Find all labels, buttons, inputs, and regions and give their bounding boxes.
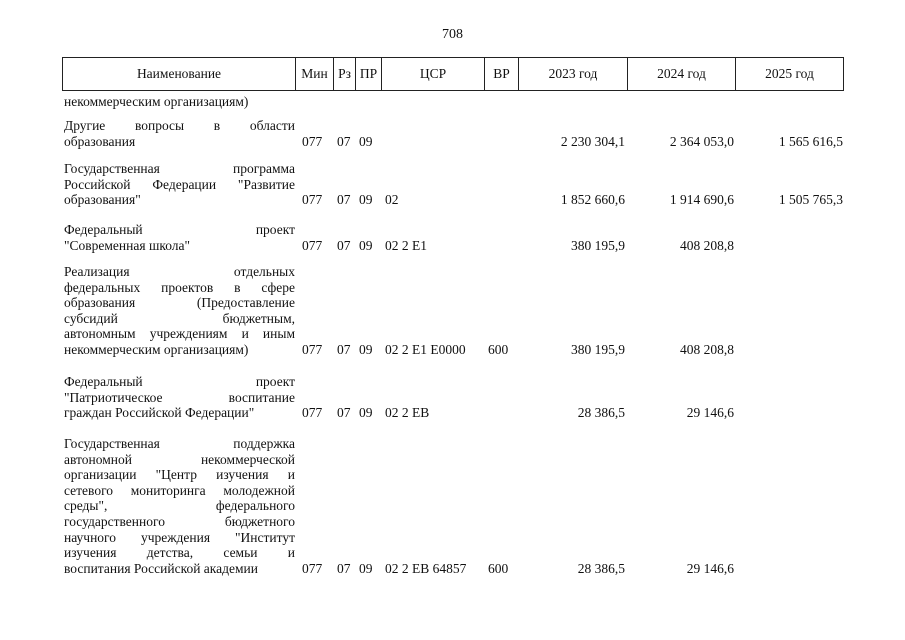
cell-y2023: 28 386,5 [577,560,625,576]
row-name [64,436,295,576]
cell-min: 077 [302,405,323,421]
row-name-line: субсидий бюджетным, [64,310,295,326]
cell-y2024: 29 146,6 [686,560,734,576]
header-2023: 2023 год [519,58,628,90]
row-name-line: Другие вопросы в области [64,118,295,133]
cell-y2025: 1 565 616,5 [778,133,843,149]
cell-csr: 02 [385,192,399,208]
row-name-line: "Патриотическое воспитание [64,389,295,405]
page-number: 708 [442,27,463,42]
row-name-line: Федеральный проект [64,222,295,237]
header-2024: 2024 год [628,58,736,90]
row-name [64,374,295,421]
cell-y2023: 380 195,9 [571,342,625,357]
cell-rz: 07 [337,192,351,208]
row-name-line: Государственная программа [64,161,295,176]
row-name-line: Российской Федерации "Развитие [64,176,295,192]
row-name [64,222,295,253]
cell-y2024: 2 364 053,0 [669,133,734,149]
cell-y2025: 1 505 765,3 [778,192,843,208]
row-name-line: некоммерческим организациям) [64,341,249,357]
header-2025: 2025 год [765,66,814,81]
row-name-line: сетевого мониторинга молодежной [64,482,295,498]
row-name-line: некоммерческим организациям) [64,94,249,109]
cell-y2023: 380 195,9 [571,237,625,253]
header-name: Наименование [63,58,296,90]
cell-pr: 09 [359,342,373,357]
row-name-line: среды", федерального [64,498,295,514]
row-name-line: федеральных проектов в сфере [64,279,295,295]
cell-y2023: 2 230 304,1 [560,133,625,149]
header-csr: ЦСР [382,58,485,90]
cell-pr: 09 [359,133,373,149]
header-min: Мин [296,58,334,90]
row-name-line: граждан Российской Федерации" [64,405,255,421]
cell-vr: 600 [488,560,509,576]
cell-csr: 02 2 E1 [385,237,427,253]
row-name-line: "Современная школа" [64,237,191,253]
cell-rz: 07 [337,405,351,421]
cell-min: 077 [302,237,323,253]
row-name-line: образования (Предоставление [64,295,295,311]
cell-y2024: 1 914 690,6 [669,192,734,208]
row-name [64,118,295,149]
row-name-line: организации "Центр изучения и [64,467,295,483]
cell-rz: 07 [337,560,351,576]
cell-y2024: 29 146,6 [686,405,734,421]
cell-pr: 09 [359,192,373,208]
cell-rz: 07 [337,133,351,149]
cell-pr: 09 [359,560,373,576]
row-name-line: научного учреждения "Институт [64,529,295,545]
row-name-line: образования [64,133,136,149]
cell-vr: 600 [488,342,509,357]
row-name-line: воспитания Российской академии [64,560,258,576]
row-name-line: Государственная поддержка [64,436,295,451]
row-name [64,264,295,358]
cell-csr: 02 2 E1 E0000 [385,342,466,357]
row-name-line: образования" [64,192,141,208]
header-vr: ВР [485,58,519,90]
row-name-line: изучения детства, семьи и [64,545,295,561]
cell-rz: 07 [337,342,351,357]
row-name-line: Федеральный проект [64,374,295,389]
header-rz: Рз [334,58,356,90]
cell-min: 077 [302,192,323,208]
cell-pr: 09 [359,237,373,253]
cell-min: 077 [302,133,323,149]
cell-rz: 07 [337,237,351,253]
cell-csr: 02 2 EВ [385,405,430,421]
row-name-line: автономным учреждениям и иным [64,326,295,342]
cell-y2023: 1 852 660,6 [560,192,625,208]
cell-min: 077 [302,342,323,357]
row-name-line: государственного бюджетного [64,513,295,529]
cell-csr: 02 2 EВ 64857 [385,560,467,576]
row-name [64,94,295,110]
header-pr: ПР [356,58,382,90]
cell-y2024: 408 208,8 [680,342,734,357]
cell-pr: 09 [359,405,373,421]
row-name-line: Реализация отдельных [64,264,295,279]
cell-y2024: 408 208,8 [680,237,734,253]
cell-y2023: 28 386,5 [577,405,625,421]
cell-min: 077 [302,560,323,576]
table-header [62,57,844,91]
row-name-line: автономной некоммерческой [64,451,295,467]
row-name [64,161,295,208]
